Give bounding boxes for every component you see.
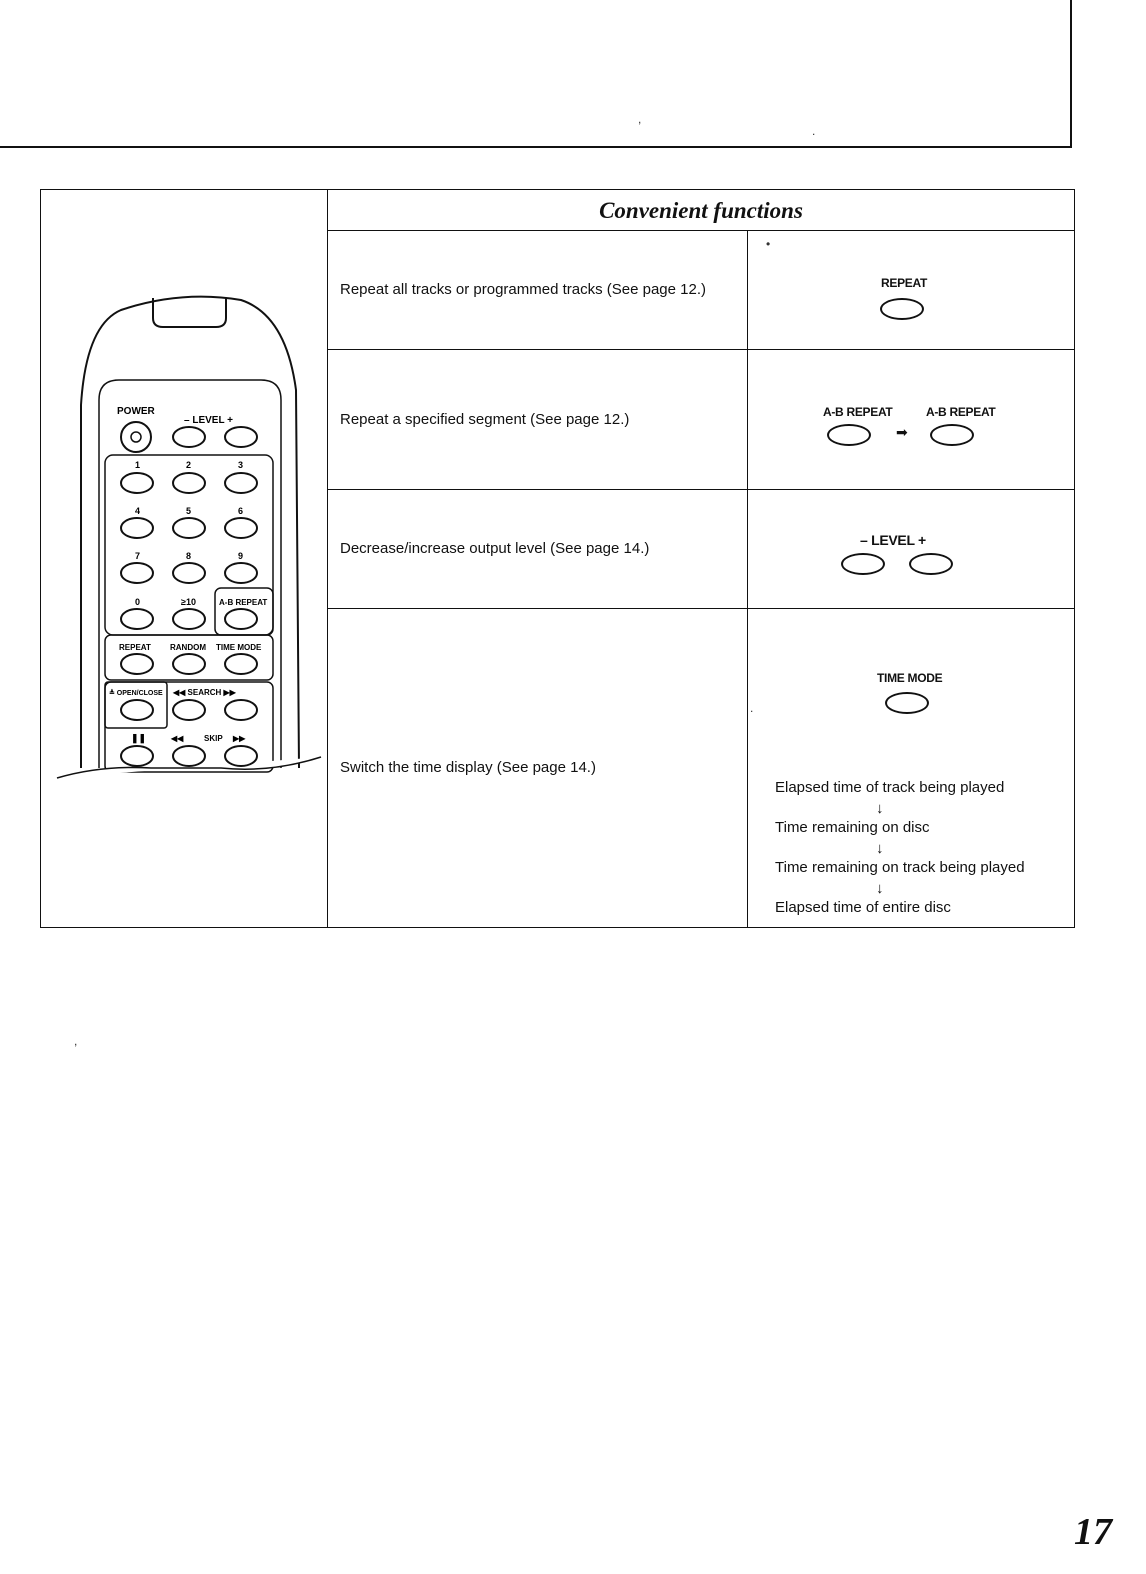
function-row-ab-repeat bbox=[328, 350, 1074, 490]
remote-key-1: 1 bbox=[135, 460, 141, 470]
time-mode-button[interactable] bbox=[885, 692, 929, 714]
remote-skip-fwd-label: ▶▶ bbox=[233, 734, 246, 743]
remote-pause-label: ❚❚ bbox=[131, 733, 147, 743]
function-description: Repeat a specified segment (See page 12.) bbox=[328, 350, 748, 489]
remote-time-mode-label: TIME MODE bbox=[216, 643, 262, 652]
down-arrow-icon: ↓ bbox=[876, 880, 884, 897]
function-button-cell: . TIME MODE Elapsed time of track being played ↓ Time remaining on disc ↓ Time remaining on track being played ↓ Elapsed time of entire disc bbox=[750, 671, 1025, 916]
level-up-button[interactable] bbox=[909, 553, 953, 575]
down-arrow-icon: ↓ bbox=[876, 840, 884, 857]
remote-key-2: 2 bbox=[186, 460, 192, 470]
function-button-cell: • REPEAT bbox=[748, 231, 1074, 349]
ab-repeat-first-button[interactable] bbox=[827, 424, 871, 446]
right-arrow-icon: ➡ bbox=[896, 424, 908, 440]
sequence-step-4: Elapsed time of entire disc bbox=[775, 899, 951, 916]
ab-repeat-second-label: A-B REPEAT bbox=[926, 405, 996, 419]
down-arrow-icon: ↓ bbox=[876, 800, 884, 817]
remote-random-label: RANDOM bbox=[170, 643, 206, 652]
remote-skip-back-label: ◀◀ bbox=[171, 734, 184, 743]
time-mode-button-label: TIME MODE bbox=[877, 671, 943, 685]
page-number: 17 bbox=[1074, 1511, 1112, 1553]
function-row-level bbox=[328, 490, 1074, 609]
convenient-functions-table bbox=[40, 189, 1075, 928]
remote-key-3: 3 bbox=[238, 460, 244, 470]
sequence-step-3: Time remaining on track being played bbox=[775, 859, 1025, 876]
remote-key-10: ≥10 bbox=[181, 597, 196, 607]
remote-key-7: 7 bbox=[135, 551, 141, 561]
function-row-repeat bbox=[328, 231, 1074, 350]
section-title: Convenient functions bbox=[328, 190, 1074, 231]
level-down-button[interactable] bbox=[841, 553, 885, 575]
ab-repeat-first-label: A-B REPEAT bbox=[823, 405, 893, 419]
repeat-button-label: REPEAT bbox=[881, 276, 927, 290]
level-button-label: – LEVEL + bbox=[860, 532, 926, 548]
remote-skip-label: SKIP bbox=[204, 734, 223, 743]
remote-key-8: 8 bbox=[186, 551, 192, 561]
function-description: Switch the time display (See page 14.) bbox=[328, 609, 748, 927]
remote-open-close-label: ≜ OPEN/CLOSE bbox=[109, 690, 163, 697]
function-row-time-mode bbox=[328, 609, 1074, 927]
function-description: Decrease/increase output level (See page 14.) bbox=[328, 490, 748, 608]
remote-repeat-label: REPEAT bbox=[119, 643, 151, 652]
sequence-step-2: Time remaining on disc bbox=[775, 819, 930, 836]
remote-power-label: POWER bbox=[117, 406, 155, 417]
top-frame: , . bbox=[0, 0, 1072, 148]
remote-key-0: 0 bbox=[135, 597, 141, 607]
function-button-cell bbox=[748, 350, 1074, 489]
remote-key-4: 4 bbox=[135, 506, 141, 516]
function-description: Repeat all tracks or programmed tracks (See page 12.) bbox=[328, 231, 748, 349]
remote-search-label: ◀◀ SEARCH ▶▶ bbox=[173, 688, 236, 697]
ab-repeat-second-button[interactable] bbox=[930, 424, 974, 446]
remote-level-label: – LEVEL + bbox=[184, 415, 234, 426]
function-button-cell bbox=[748, 490, 1074, 608]
remote-control-icon bbox=[41, 190, 327, 790]
remote-key-6: 6 bbox=[238, 506, 244, 516]
remote-key-5: 5 bbox=[186, 506, 192, 516]
remote-illustration bbox=[41, 190, 328, 927]
repeat-button[interactable] bbox=[880, 298, 924, 320]
sequence-step-1: Elapsed time of track being played bbox=[775, 779, 1005, 796]
remote-key-9: 9 bbox=[238, 551, 244, 561]
remote-ab-repeat-label: A-B REPEAT bbox=[219, 598, 268, 607]
